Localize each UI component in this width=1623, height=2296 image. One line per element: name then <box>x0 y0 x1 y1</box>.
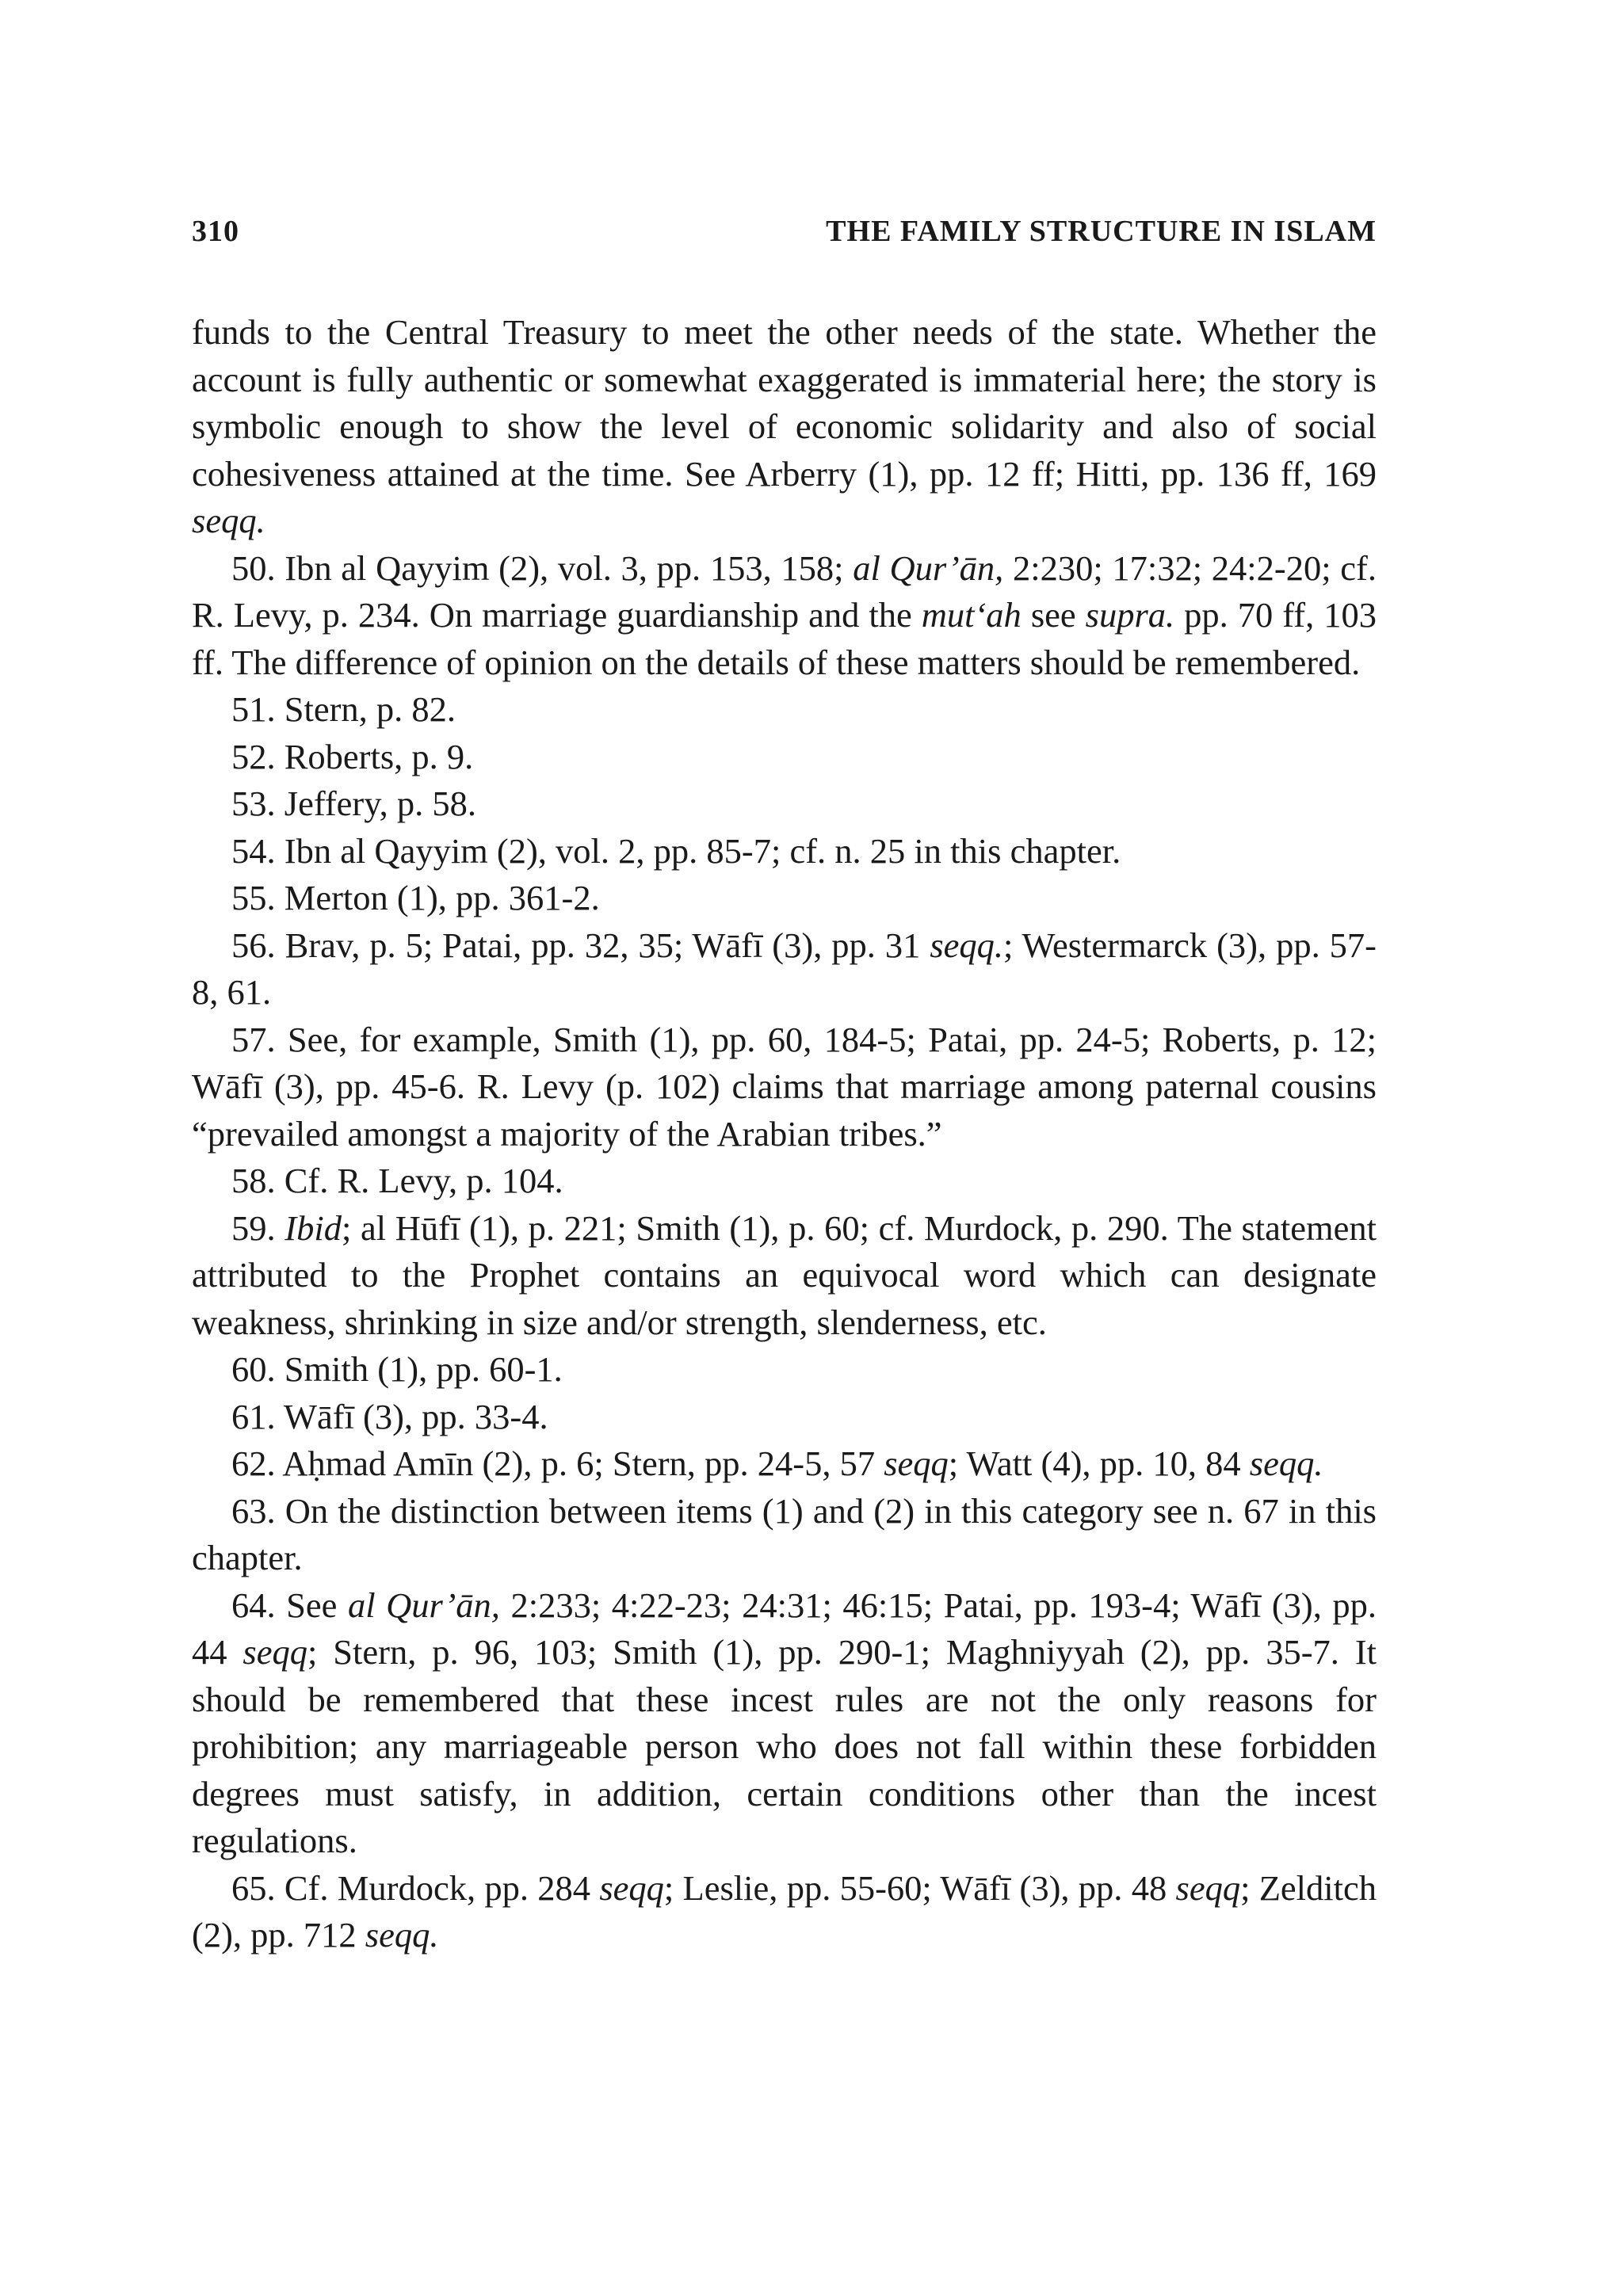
text-run: 2:233; 4:22-23; 24:31; 46:15; Patai, pp. 193-4; Wāfī (3), pp. 44 <box>192 1585 1377 1672</box>
endnote <box>192 1394 1377 1441</box>
text-run: ; Stern, p. 96, 103; Smith (1), pp. 290-1; Maghniyyah (2), pp. 35-7. It should be remembered that these incest rules are not the only reasons for prohibition; any marriageable person who does not fall within these forbidden degrees must satisfy, in addition, certain conditions other than the incest regulations. <box>192 1632 1377 1860</box>
italic-text: al Qur’ān, <box>853 547 1004 588</box>
text-run: 2:230; 17:32; 24:2-20; cf. R. Levy, p. 234. On marriage guardianship and the <box>192 547 1377 635</box>
italic-text: supra. <box>1085 595 1175 635</box>
endnote <box>192 734 1377 781</box>
endnote <box>192 1205 1377 1347</box>
text-run: 55. Merton (1), pp. 361-2. <box>231 878 600 917</box>
endnote <box>192 1440 1377 1488</box>
text-run: 59. <box>231 1207 285 1248</box>
endnote <box>192 780 1377 828</box>
text-run: 54. Ibn al Qayyim (2), vol. 2, pp. 85-7; cf. n. 25 in this chapter. <box>231 830 1121 871</box>
text-run: ; Leslie, pp. 55-60; Wāfī (3), pp. 48 <box>663 1867 1176 1908</box>
text-run: 50. Ibn al Qayyim (2), vol. 3, pp. 153, 158; <box>231 547 854 588</box>
endnote <box>192 545 1377 687</box>
endnote <box>192 922 1377 1016</box>
running-title: THE FAMILY STRUCTURE IN ISLAM <box>826 215 1377 248</box>
notes-body <box>192 309 1377 1959</box>
text-run: ; Westermarck (3), pp. 57-8, 61. <box>192 925 1377 1012</box>
endnote <box>192 1016 1377 1158</box>
continued-paragraph <box>192 309 1377 545</box>
italic-text: seqq. <box>930 925 1004 965</box>
text-run: 61. Wāfī (3), pp. 33-4. <box>231 1396 548 1436</box>
text-run: ; Zelditch (2), pp. 712 <box>192 1867 1377 1955</box>
text-run: 60. Smith (1), pp. 60-1. <box>231 1349 563 1389</box>
italic-text: seqq. <box>192 501 265 540</box>
text-run: see <box>1021 595 1086 635</box>
endnote <box>192 828 1377 875</box>
endnote <box>192 1865 1377 1959</box>
text-run: ; al Hūfī (1), p. 221; Smith (1), p. 60; cf. Murdock, p. 290. The statement attributed to the Prophet contains an equivocal word which can designate weakness, shrinking in size and/or strength, slenderness, etc. <box>192 1207 1377 1342</box>
running-head <box>192 214 1377 261</box>
endnote <box>192 1158 1377 1205</box>
text-run: 64. See <box>231 1585 348 1625</box>
endnote <box>192 1488 1377 1582</box>
text-run: 51. Stern, p. 82. <box>231 689 456 729</box>
text-run: 62. Aḥmad Amīn (2), p. 6; Stern, pp. 24-5, 57 <box>231 1444 884 1483</box>
italic-text: seqq <box>599 1867 664 1908</box>
text-run: 63. On the distinction between items (1) and (2) in this category see n. 67 in this chapter. <box>192 1490 1377 1577</box>
text-run: funds to the Central Treasury to meet the other needs of the state. Whether the account is fully authentic or somewhat exaggerated is immaterial here; the story is symbolic enough to show the level of economic solidarity and also of social cohesiveness attained at the time. See Arberry (1), pp. 12 ff; Hitti, pp. 136 ff, 169 <box>192 312 1377 494</box>
text-run: 53. Jeffery, p. 58. <box>231 784 476 823</box>
italic-text: seqq <box>1175 1867 1241 1908</box>
italic-text: Ibid <box>285 1207 342 1248</box>
text-run: 65. Cf. Murdock, pp. 284 <box>231 1867 600 1908</box>
endnote <box>192 686 1377 734</box>
italic-text: al Qur’ān, <box>347 1585 500 1625</box>
italic-text: seqq <box>242 1632 307 1672</box>
text-run: 56. Brav, p. 5; Patai, pp. 32, 35; Wāfī (3), pp. 31 <box>231 925 930 965</box>
italic-text: seqq <box>884 1444 949 1483</box>
page-number: 310 <box>192 215 239 248</box>
text-run: 52. Roberts, p. 9. <box>231 736 474 776</box>
text-run: pp. 70 ff, 103 ff. The difference of opinion on the details of these matters should be remembered. <box>192 595 1377 682</box>
endnote <box>192 875 1377 922</box>
text-run: 58. Cf. R. Levy, p. 104. <box>231 1161 563 1200</box>
italic-text: seqq. <box>1249 1444 1323 1483</box>
text-run: 57. See, for example, Smith (1), pp. 60, 184-5; Patai, pp. 24-5; Roberts, p. 12; Wāfī (3), pp. 45-6. R. Levy (p. 102) claims that marriage among paternal cousins “prevailed amongst a majority of the Arabian tribes.” <box>192 1019 1377 1154</box>
italic-text: mut‘ah <box>921 595 1022 635</box>
italic-text: seqq. <box>365 1915 439 1955</box>
endnote <box>192 1346 1377 1394</box>
text-run: ; Watt (4), pp. 10, 84 <box>948 1444 1250 1483</box>
endnote <box>192 1582 1377 1865</box>
